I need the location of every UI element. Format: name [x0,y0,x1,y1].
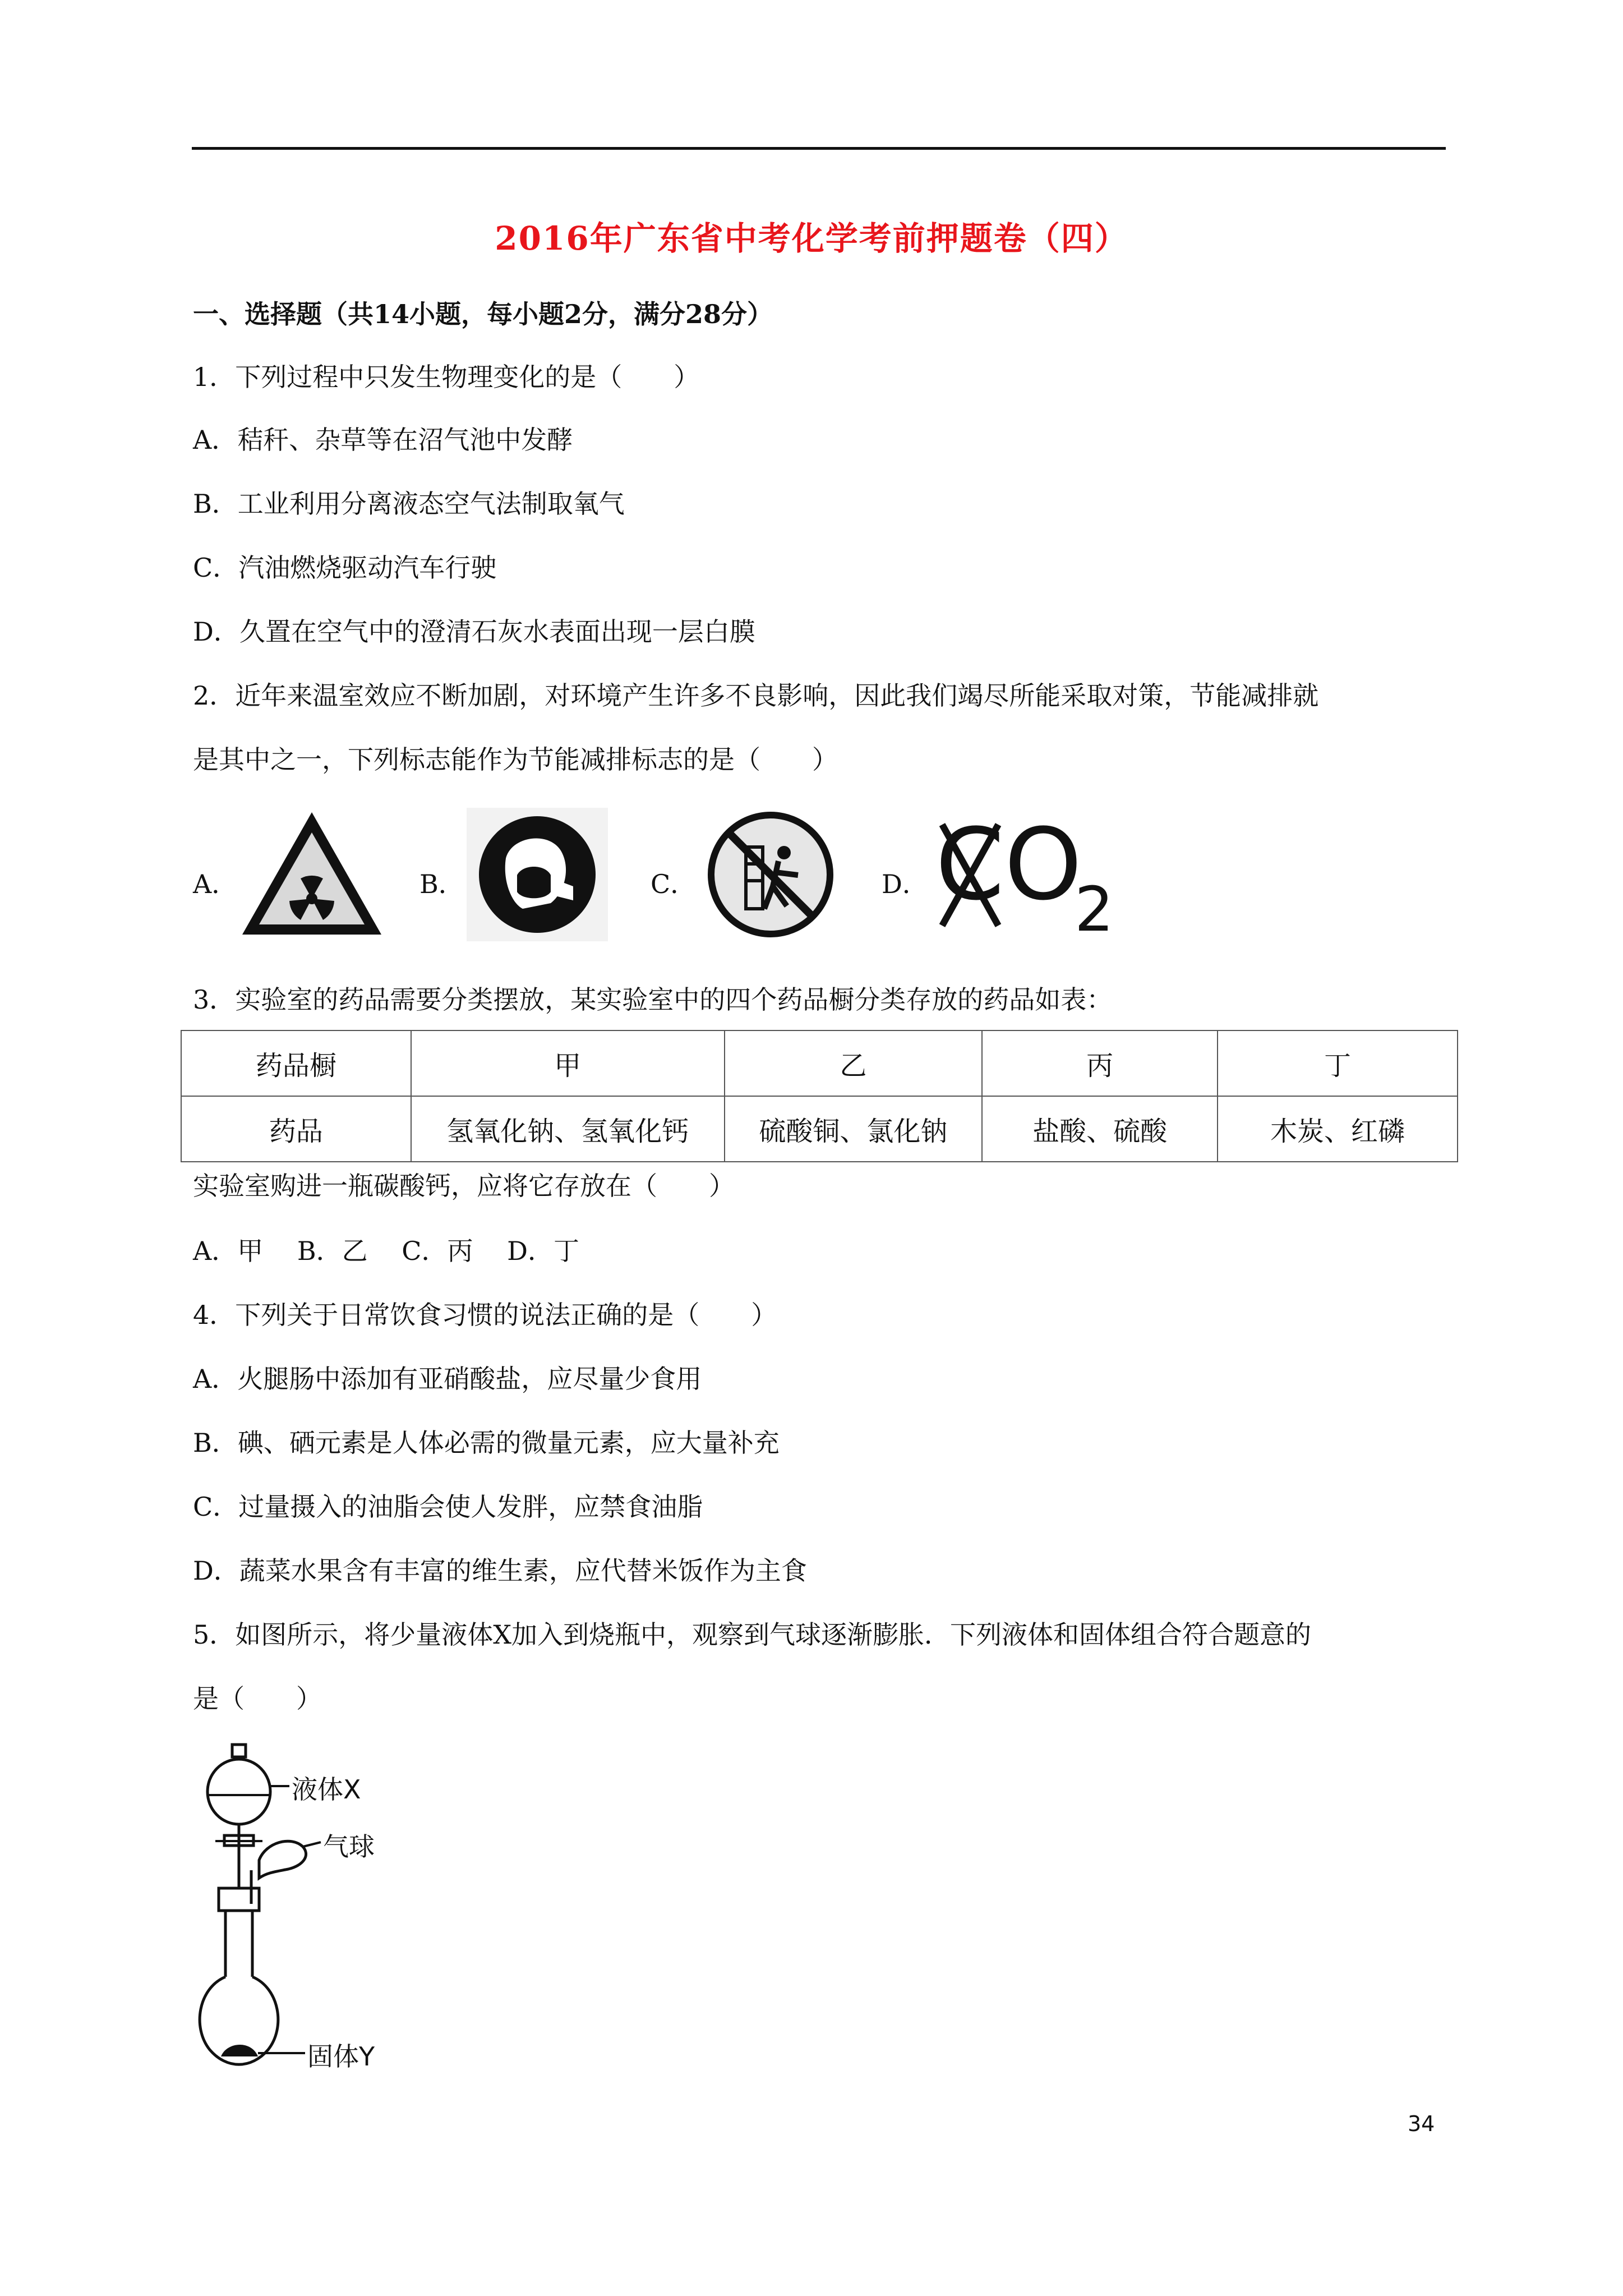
table-cell: 药品 [181,1096,411,1162]
q5-stem-line1: 5．如图所示，将少量液体X加入到烧瓶中，观察到气球逐渐膨胀．下列液体和固体组合符合题意的 [193,1619,1312,1650]
q3-stem: 3．实验室的药品需要分类摆放，某实验室中的四个药品橱分类存放的药品如表： [193,984,1113,1015]
q1-option-d: D．久置在空气中的澄清石灰水表面出现一层白膜 [193,616,755,647]
page-title: 2016年广东省中考化学考前押题卷（四） [495,219,1128,257]
table-cell: 甲 [411,1030,725,1096]
q2-label-b: B． [419,869,464,899]
q3-options: A．甲 B．乙 C．丙 D．丁 [193,1236,579,1266]
q1-option-b: B．工业利用分离液态空气法制取氧气 [193,489,625,519]
q4-stem: 4．下列关于日常饮食习惯的说法正确的是（ ） [193,1300,777,1330]
table-cell: 木炭、红磷 [1218,1096,1458,1162]
table-cell: 丙 [982,1030,1218,1096]
co2-subscript: 2 [1075,873,1114,945]
table-cell: 药品橱 [181,1030,411,1096]
table-row [181,1096,1458,1162]
flask-apparatus-diagram [193,1741,395,2072]
q2-stem-line1: 2．近年来温室效应不断加剧，对环境产生许多不良影响，因此我们竭尽所能采取对策，节能减排就 [193,680,1319,711]
q2-label-c: C． [651,869,697,899]
label-solid-y: 固体Y [307,2041,375,2072]
table-cell: 氢氧化钠、氢氧化钙 [411,1096,725,1162]
co2-text: CO [935,807,1082,922]
table-row [181,1030,1458,1096]
q4-option-c: C．过量摄入的油脂会使人发胖，应禁食油脂 [193,1492,703,1522]
q2-label-d: D． [882,869,928,899]
q4-option-a: A．火腿肠中添加有亚硝酸盐，应尽量少食用 [193,1364,702,1394]
q2-label-a: A． [193,869,238,899]
label-balloon: 气球 [323,1832,375,1862]
q5-stem-line2: 是（ ） [193,1683,322,1714]
no-climbing-icon [694,808,847,944]
page-number: 34 [1408,2111,1435,2136]
no-co2-icon [925,807,1114,945]
table-cell: 硫酸铜、氯化钠 [725,1096,983,1162]
q3-followup: 实验室购进一瓶碳酸钙，应将它存放在（ ） [193,1171,735,1201]
header-rule [192,147,1446,150]
q2-stem-line2: 是其中之一，下列标志能作为节能减排标志的是（ ） [193,744,838,775]
radiation-warning-icon [238,808,386,944]
q4-option-b: B．碘、硒元素是人体必需的微量元素，应大量补充 [193,1428,780,1458]
section-heading: 一、选择题（共14小题，每小题2分，满分28分） [193,299,773,329]
label-liquid-x: 液体X [292,1774,361,1805]
q4-option-d: D．蔬菜水果含有丰富的维生素，应代替米饭作为主食 [193,1556,807,1586]
table-cell: 乙 [725,1030,983,1096]
drug-cabinet-table [181,1030,1458,1162]
gas-mask-icon [467,808,608,944]
q1-stem: 1．下列过程中只发生物理变化的是（ ） [193,362,700,392]
q1-option-c: C．汽油燃烧驱动汽车行驶 [193,553,497,583]
table-cell: 盐酸、硫酸 [982,1096,1218,1162]
q1-option-a: A．秸秆、杂草等在沼气池中发酵 [193,425,573,455]
table-cell: 丁 [1218,1030,1458,1096]
